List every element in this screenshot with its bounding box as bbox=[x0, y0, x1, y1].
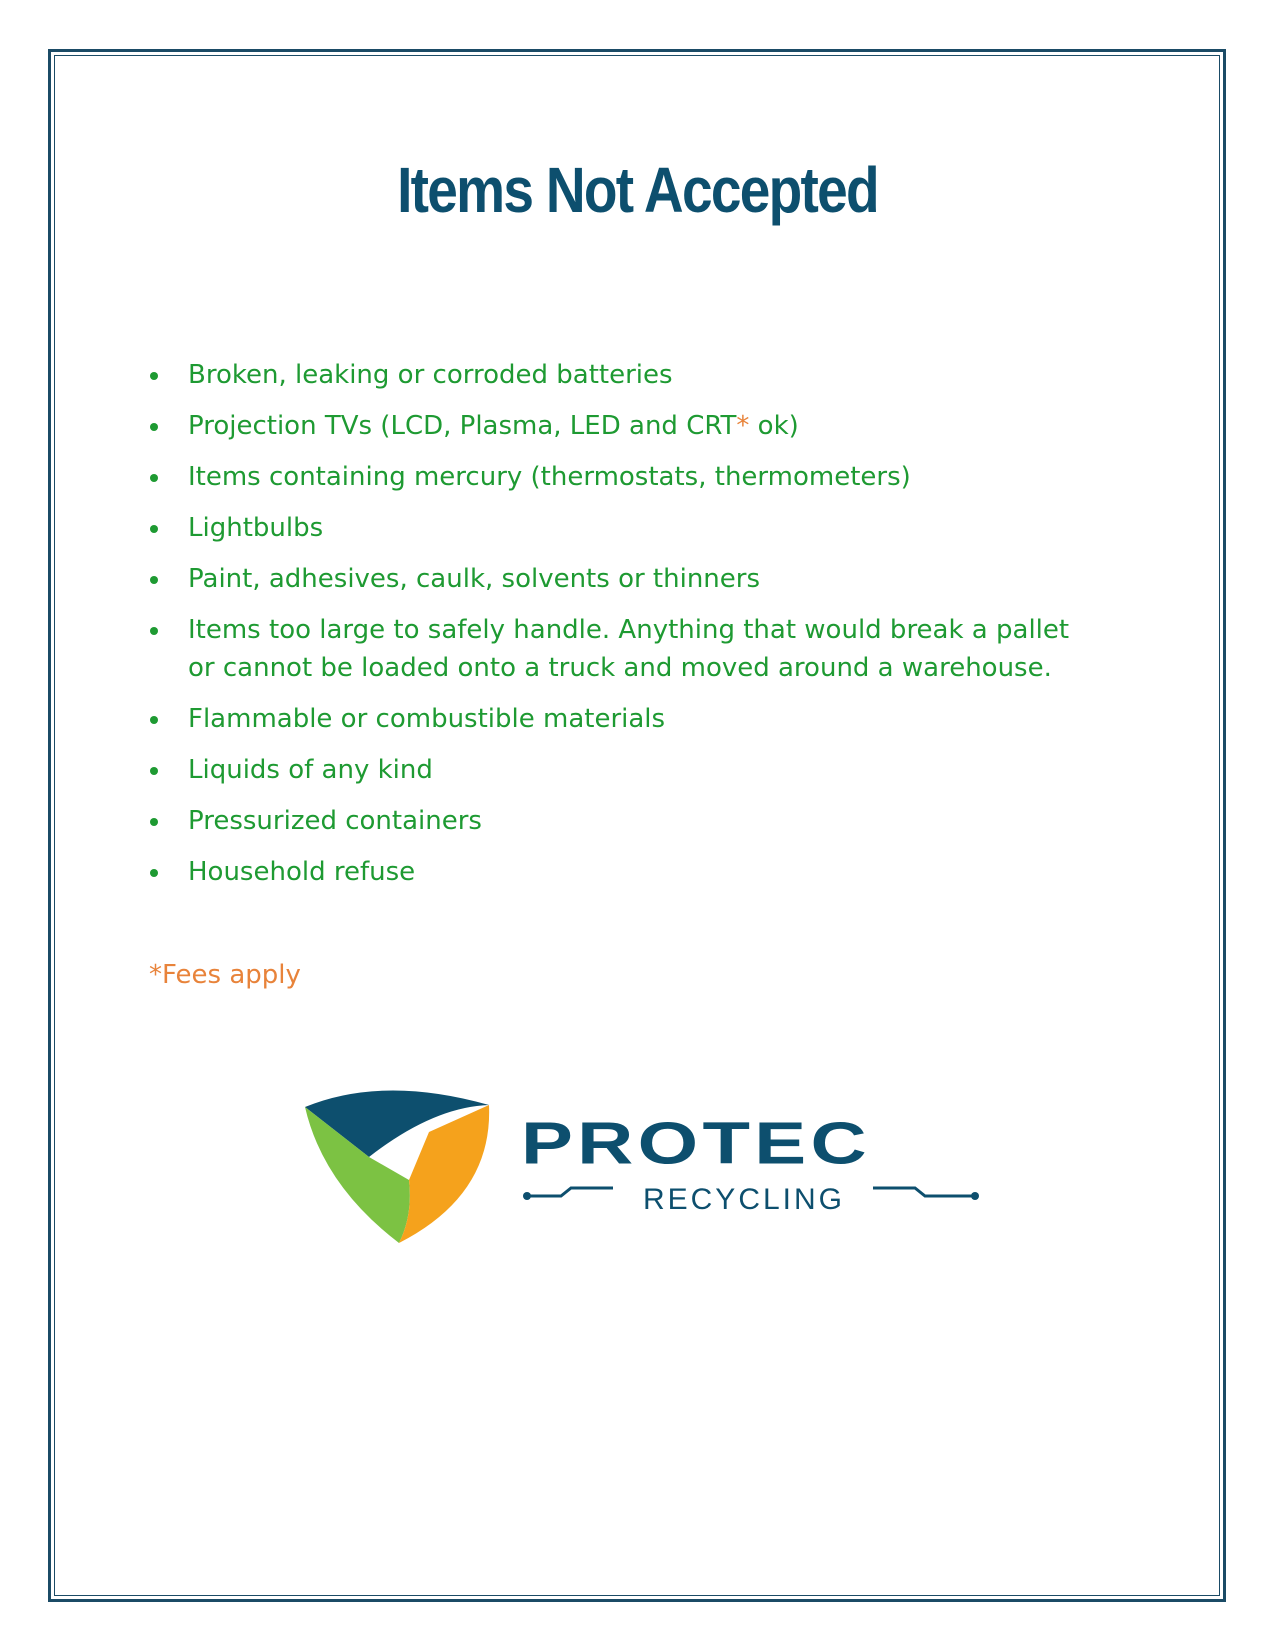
list-item bbox=[150, 700, 1080, 738]
list-item bbox=[150, 356, 1080, 394]
bullet-icon bbox=[150, 525, 158, 533]
fee-asterisk: * bbox=[736, 411, 750, 441]
item-text: Broken, leaking or corroded batteries bbox=[188, 360, 673, 390]
bullet-icon bbox=[150, 576, 158, 584]
item-text: Items containing mercury (thermostats, thermometers) bbox=[188, 462, 911, 492]
list-item bbox=[150, 458, 1080, 496]
item-text-suffix: ok) bbox=[749, 411, 799, 441]
bullet-icon bbox=[150, 818, 158, 826]
list-item bbox=[150, 509, 1080, 547]
list-item bbox=[150, 560, 1080, 598]
list-item bbox=[150, 407, 1080, 445]
bullet-icon bbox=[150, 716, 158, 724]
item-text: Lightbulbs bbox=[188, 513, 324, 543]
item-text: Flammable or combustible materials bbox=[188, 704, 666, 734]
bullet-icon bbox=[150, 474, 158, 482]
item-text: Pressurized containers bbox=[188, 806, 482, 836]
bullet-icon bbox=[150, 627, 158, 635]
brand-name: PROTEC bbox=[521, 1111, 871, 1177]
item-text: Household refuse bbox=[188, 857, 416, 887]
bullet-icon bbox=[150, 423, 158, 431]
brand-wordmark bbox=[521, 1110, 981, 1216]
bullet-icon bbox=[150, 869, 158, 877]
item-text: Items too large to safely handle. Anything that would break a pallet or cannot be loaded onto a truck and moved around a warehouse. bbox=[188, 615, 1070, 683]
page-title: Items Not Accepted bbox=[397, 154, 878, 226]
bullet-icon bbox=[150, 767, 158, 775]
list-item bbox=[150, 611, 1080, 687]
shield-logo-icon bbox=[303, 1085, 491, 1245]
list-item bbox=[150, 853, 1080, 891]
item-text: Projection TVs (LCD, Plasma, LED and CRT bbox=[188, 411, 737, 441]
fees-footnote: *Fees apply bbox=[149, 960, 301, 990]
list-item bbox=[150, 802, 1080, 840]
bullet-icon bbox=[150, 372, 158, 380]
brand-subtitle: RECYCLING bbox=[642, 1183, 846, 1216]
item-text: Paint, adhesives, caulk, solvents or thinners bbox=[188, 564, 761, 594]
list-item bbox=[150, 751, 1080, 789]
not-accepted-list bbox=[150, 356, 1080, 904]
item-text: Liquids of any kind bbox=[188, 755, 433, 785]
